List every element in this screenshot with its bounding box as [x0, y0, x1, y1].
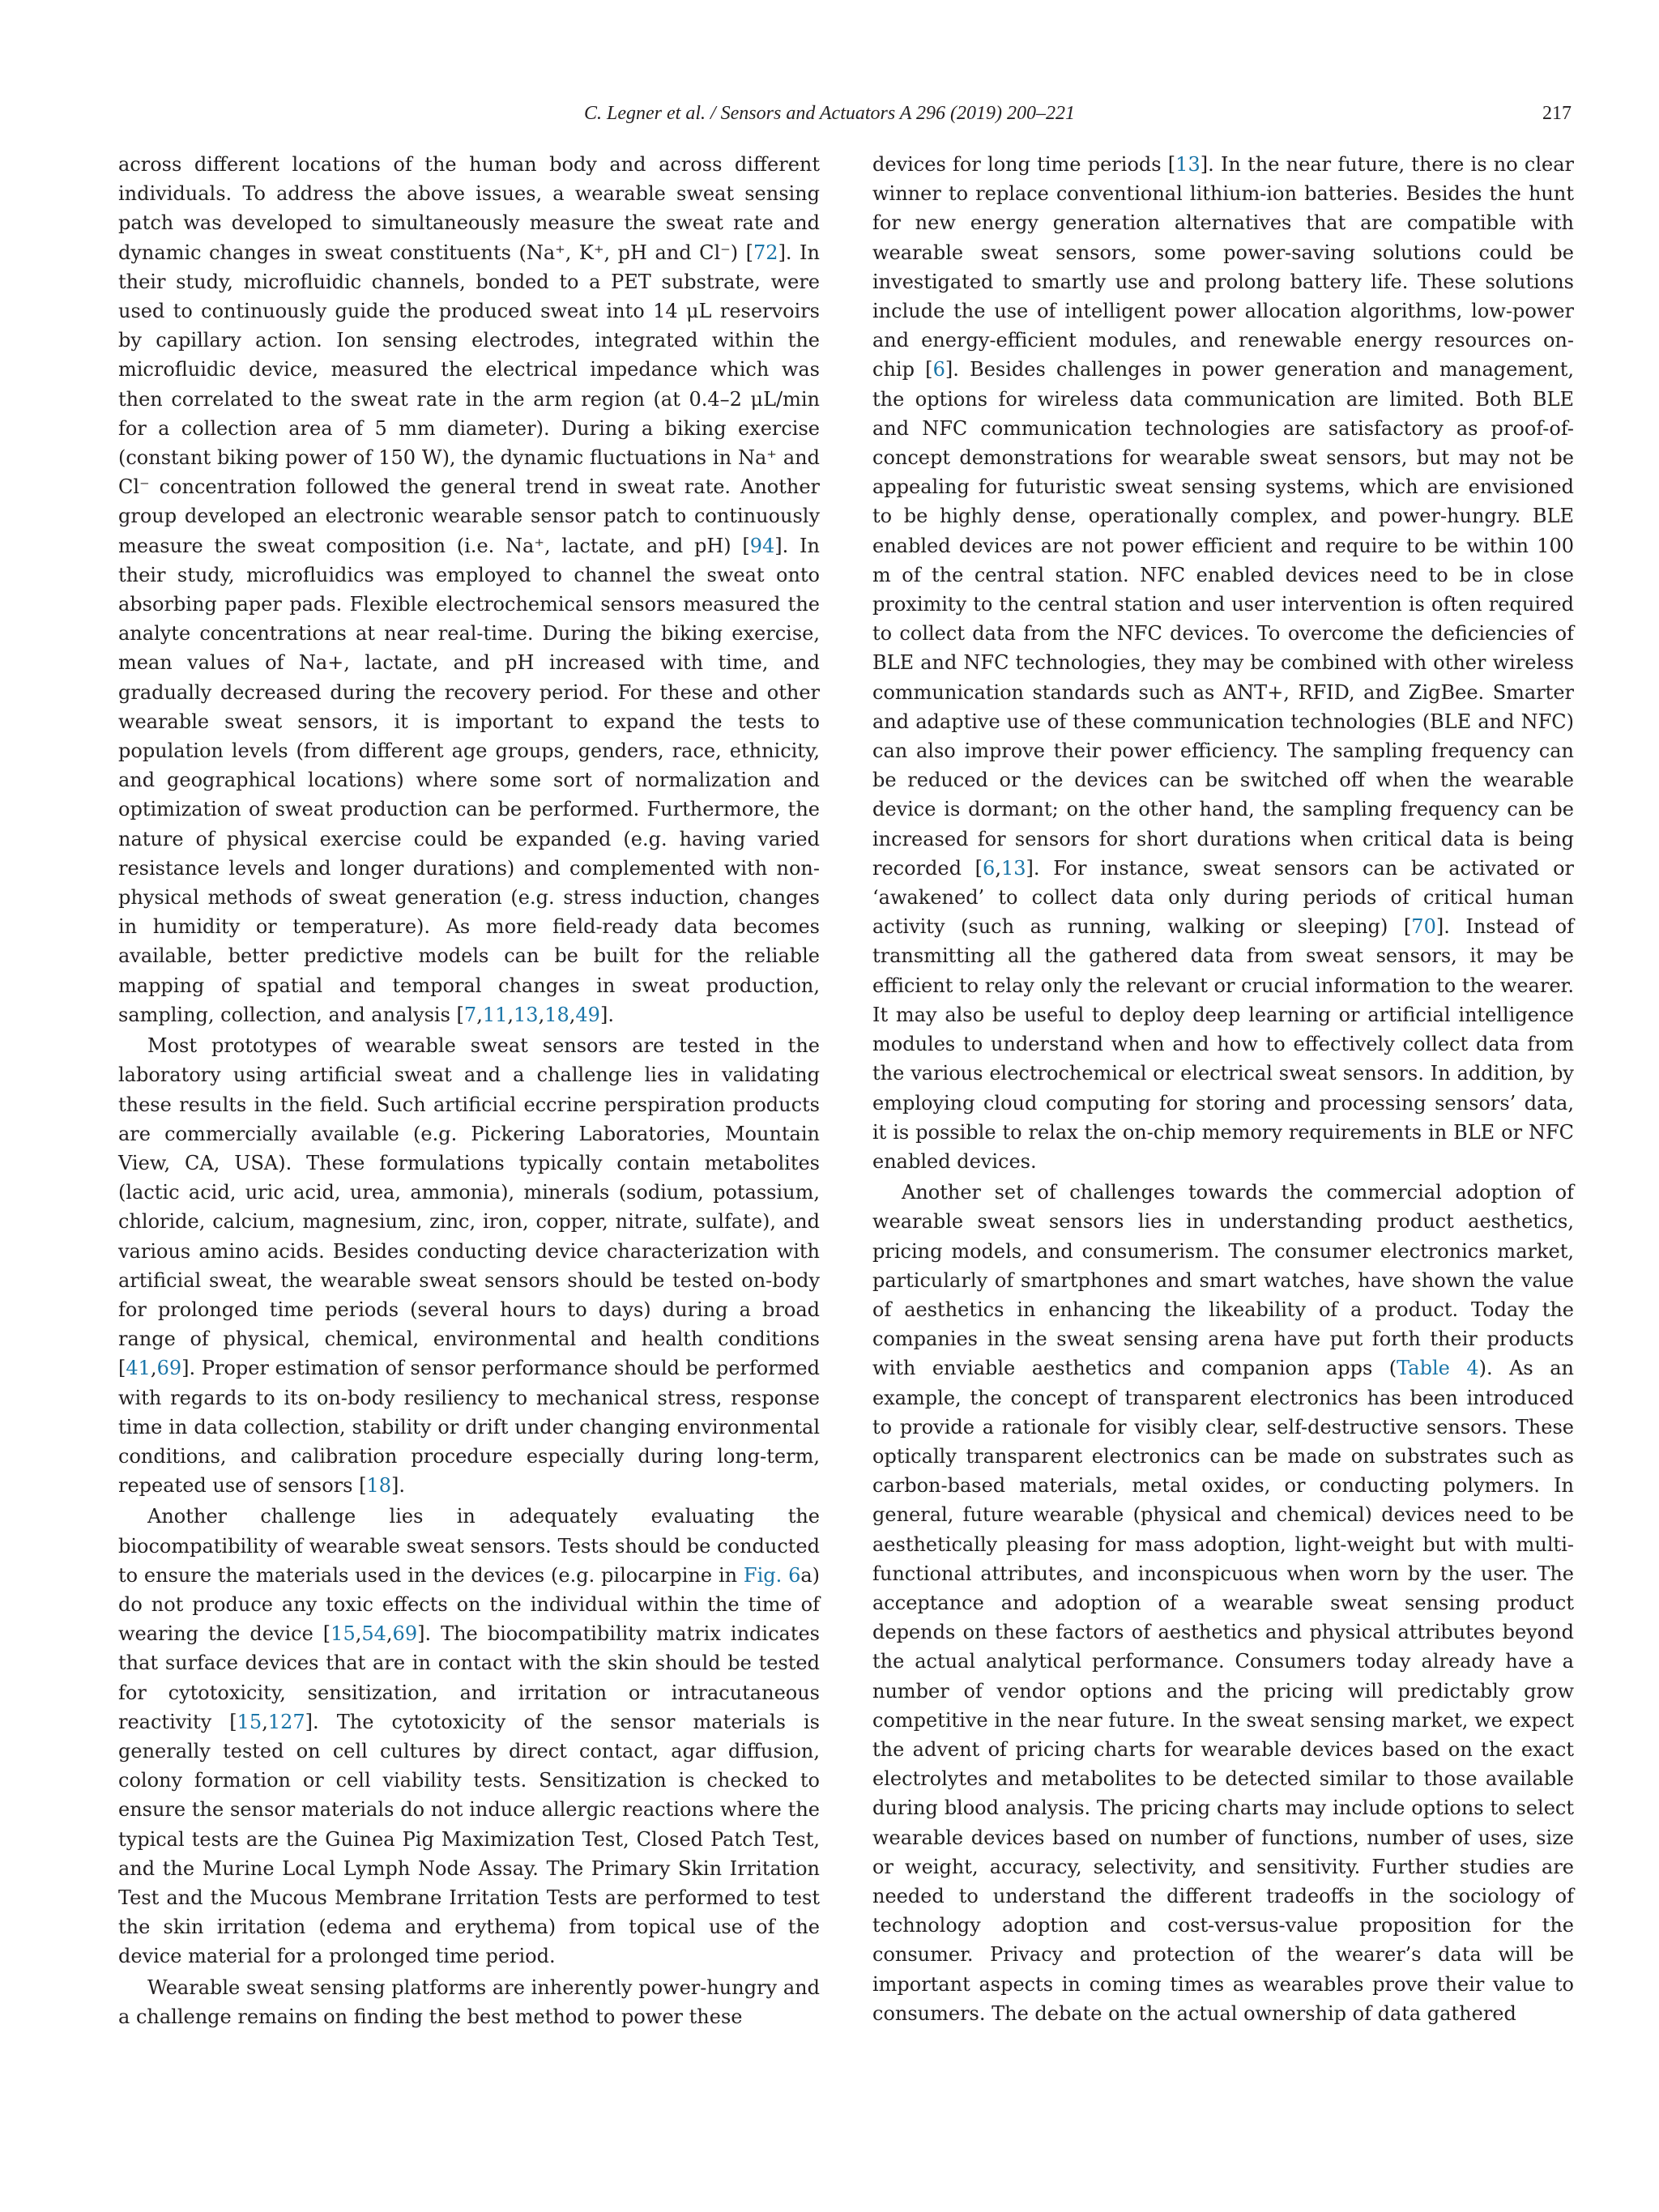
paragraph-text: Most prototypes of wearable sweat sensors are tested in the laboratory using artificial sweat and a challenge lies in validating these results in the field. Such artificial eccrine perspiration products are commercially available (e.g. Pickering Laboratories, Mountain View, CA, USA). These formulations typically contain metabolites (lactic acid, uric acid, urea, ammonia), minerals (sodium, potassium, chloride, calcium, magnesium, zinc, iron, copper, nitrate, sulfate), and various amino acids. Besides conducting device characterization with artificial sweat, the wearable sweat sensors should be tested on-body for prolonged time periods (several hours to days) during a broad range of physical, chemical, environmental and health conditions [ [118, 1034, 820, 1380]
paragraph-text: , [150, 1357, 157, 1380]
paragraph-text: , [995, 856, 1001, 880]
paragraph-text: ]. For instance, sweat sensors can be activated or ‘awakened’ to collect data only during periods of critical human activity (such as running, walking or sleeping) [ [872, 856, 1574, 939]
citation-link[interactable]: 49 [575, 1003, 600, 1026]
paragraph [118, 1502, 820, 1971]
paragraph [118, 1973, 820, 2031]
citation-link[interactable]: 18 [366, 1474, 392, 1498]
right-column [872, 150, 1574, 2028]
citation-link[interactable]: 94 [749, 534, 775, 557]
paragraph-text: ]. The biocompatibility matrix indicates that surface devices that are in contact with the skin should be tested for cytotoxicity, sensitization, and irritation or intracutaneous reactivity [ [118, 1622, 820, 1733]
paragraph-text: , [569, 1003, 576, 1026]
citation-link[interactable]: 7 [463, 1003, 477, 1026]
paragraph-text: ]. [391, 1474, 406, 1498]
paragraph-text: , [538, 1003, 545, 1026]
paragraph-text: ). As an example, the concept of transparent electronics has been introduced to provide a rationale for visibly clear, self-destructive sensors. These optically transparent electronics can be made on substrates such as carbon-based materials, metal oxides, or conducting polymers. In general, future wearable (physical and chemical) devices need to be aesthetically pleasing for mass adoption, light-weight but with multi-functional attributes, and inconspicuous when worn by the user. The acceptance and adoption of a wearable sweat sensing product depends on these factors of aesthetics and physical attributes beyond the actual analytical performance. Consumers today already have a number of vendor options and the pricing will predictably grow competitive in the near future. In the sweat sensing market, we expect the advent of pricing charts for wearable devices based on the exact electrolytes and metabolites to be detected similar to those available during blood analysis. The pricing charts may include options to select wearable devices based on number of functions, number of uses, size or weight, accuracy, selectivity, and sensitivity. Further studies are needed to understand the different tradeoffs in the sociology of technology adoption and cost-versus-value proposition for the consumer. Privacy and protection of the wearer’s data will be important aspects in coming times as wearables prove their value to consumers. The debate on the actual ownership of data gathered [872, 1357, 1575, 2025]
citation-link[interactable]: 72 [753, 241, 778, 264]
paragraph-text: ]. In the near future, there is no clear winner to replace conventional lithium-ion batteries. Besides the hunt for new energy generation alternatives that are compatible with wearable sweat sensors, some power-saving solutions could be investigated to smartly use and prolong battery life. These solutions include the use of intelligent power allocation algorithms, low-power and energy-efficient modules, and renewable energy resources on-chip [ [872, 153, 1574, 381]
paragraph-text: , [507, 1003, 514, 1026]
paragraph-text: Wearable sweat sensing platforms are inherently power-hungry and a challenge remains on finding the best method to power these [118, 1975, 820, 2028]
paragraph-text: , [355, 1622, 362, 1646]
paragraph-text: Another challenge lies in adequately evaluating the biocompatibility of wearable sweat sensors. Tests should be conducted to ensure the materials used in the devices (e.g. pilocarpine in [118, 1505, 820, 1587]
paragraph [118, 150, 820, 1029]
paragraph-text: , [386, 1622, 393, 1646]
paragraph-text: , [476, 1003, 483, 1026]
paragraph-text: a) do not produce any toxic effects on the individual within the time of wearing the device [ [118, 1563, 821, 1646]
citation-link[interactable]: 6 [932, 358, 945, 381]
citation-link[interactable]: 15 [237, 1710, 262, 1733]
paragraph-text: ]. In their study, microfluidics was employed to channel the sweat onto absorbing paper pads. Flexible electrochemical sensors measured the analyte concentrations at near real-time. During the biking exercise, mean values of Na+, lactate, and pH increased with time, and gradually decreased during the recovery period. For these and other wearable sweat sensors, it is important to expand the tests to population levels (from different age groups, genders, race, ethnicity, and geographical locations) where some sort of normalization and optimization of sweat production can be performed. Furthermore, the nature of physical exercise could be expanded (e.g. having varied resistance levels and longer durations) and complemented with non-physical methods of sweat generation (e.g. stress induction, changes in humidity or temperature). As more field-ready data becomes available, better predictive models can be built for the reliable mapping of spatial and temporal changes in sweat production, sampling, collection, and analysis [ [118, 534, 820, 1026]
citation-link[interactable]: 13 [514, 1003, 539, 1026]
left-column [118, 150, 820, 2031]
citation-link[interactable]: 11 [482, 1003, 508, 1026]
paragraph-text: across different locations of the human body and across different individuals. To address the above issues, a wearable sweat sensing patch was developed to simultaneously measure the sweat rate and dynamic changes in sweat constituents (Na⁺, K⁺, pH and Cl⁻) [ [118, 153, 820, 264]
citation-link[interactable]: 127 [267, 1710, 305, 1733]
citation-link[interactable]: 6 [983, 856, 996, 880]
paragraph-text: ]. Besides challenges in power generation and management, the options for wireless data communication are limited. Both BLE and NFC communication technologies are satisfactory as proof-of-concept demonstrations for wearable sweat sensors, but may not be appealing for futuristic sweat sensing systems, which are envisioned to be highly dense, operationally complex, and power-hungry. BLE enabled devices are not power efficient and require to be within 100 m of the central station. NFC enabled devices need to be in close proximity to the central station and user intervention is often required to collect data from the NFC devices. To overcome the deficiencies of BLE and NFC technologies, they may be combined with other wireless communication standards such as ANT+, RFID, and ZigBee. Smarter and adaptive use of these communication technologies (BLE and NFC) can also improve their power efficiency. The sampling frequency can be reduced or the devices can be switched off when the wearable device is dormant; on the other hand, the sampling frequency can be increased for sensors for short durations when critical data is being recorded [ [872, 358, 1575, 880]
running-title: C. Legner et al. / Sensors and Actuators A 296 (2019) 200–221 [584, 103, 1075, 124]
citation-link[interactable]: 69 [392, 1622, 418, 1646]
paragraph-text: ]. The cytotoxicity of the sensor materials is generally tested on cell cultures by direct contact, agar diffusion, colony formation or cell viability tests. Sensitization is checked to ensure the sensor materials do not induce allergic reactions where the typical tests are the Guinea Pig Maximization Test, Closed Patch Test, and the Murine Local Lymph Node Assay. The Primary Skin Irritation Test and the Mucous Membrane Irritation Tests are performed to test the skin irritation (edema and erythema) from topical use of the device material for a prolonged time period. [118, 1710, 820, 1968]
citation-link[interactable]: 18 [544, 1003, 569, 1026]
paragraph [872, 1178, 1574, 2028]
paragraph [872, 150, 1574, 1176]
citation-link[interactable]: 13 [1000, 856, 1026, 880]
citation-link[interactable]: Table 4 [1397, 1357, 1479, 1380]
paragraph-text: devices for long time periods [ [872, 153, 1176, 176]
paragraph-text: Another set of challenges towards the commercial adoption of wearable sweat sensors lies in understanding product aesthetics, pricing models, and consumerism. The consumer electronics market, particularly of smartphones and smart watches, have shown the value of aesthetics in enhancing the likeability of a product. Today the companies in the sweat sensing arena have put forth their products with enviable aesthetics and companion apps ( [872, 1181, 1574, 1380]
paragraph [118, 1031, 820, 1500]
paragraph-text: ]. In their study, microfluidic channels, bonded to a PET substrate, were used to continuously guide the produced sweat into 14 μL reservoirs by capillary action. Ion sensing electrodes, integrated within the microfluidic device, measured the electrical impedance which was then correlated to the sweat rate in the arm region (at 0.4–2 μL/min for a collection area of 5 mm diameter). During a biking exercise (constant biking power of 150 W), the dynamic fluctuations in Na⁺ and Cl⁻ concentration followed the general trend in sweat rate. Another group developed an electronic wearable sensor patch to continuously measure the sweat composition (i.e. Na⁺, lactate, and pH) [ [118, 241, 820, 557]
paragraph-text: ]. [599, 1003, 614, 1026]
citation-link[interactable]: 15 [331, 1622, 356, 1646]
citation-link[interactable]: 13 [1175, 153, 1201, 176]
paragraph-text: ]. Proper estimation of sensor performance should be performed with regards to its on-body resiliency to mechanical stress, response time in data collection, stability or drift under changing environmental conditions, and calibration procedure especially during long-term, repeated use of sensors [ [118, 1357, 820, 1498]
paragraph-text: , [262, 1710, 268, 1733]
running-head [0, 97, 1659, 130]
paragraph-text: ]. Instead of transmitting all the gathered data from sweat sensors, it may be efficient to relay only the relevant or crucial information to the wearer. It may also be useful to deploy deep learning or artificial intelligence modules to understand when and how to effectively collect data from the various electrochemical or electrical sweat sensors. In addition, by employing cloud computing for storing and processing sensors’ data, it is possible to relax the on-chip memory requirements in BLE or NFC enabled devices. [872, 915, 1574, 1173]
page-number: 217 [1542, 103, 1572, 124]
citation-link[interactable]: 70 [1411, 915, 1436, 939]
citation-link[interactable]: Fig. 6 [743, 1563, 801, 1587]
citation-link[interactable]: 54 [361, 1622, 386, 1646]
citation-link[interactable]: 69 [156, 1357, 182, 1380]
citation-link[interactable]: 41 [126, 1357, 151, 1380]
